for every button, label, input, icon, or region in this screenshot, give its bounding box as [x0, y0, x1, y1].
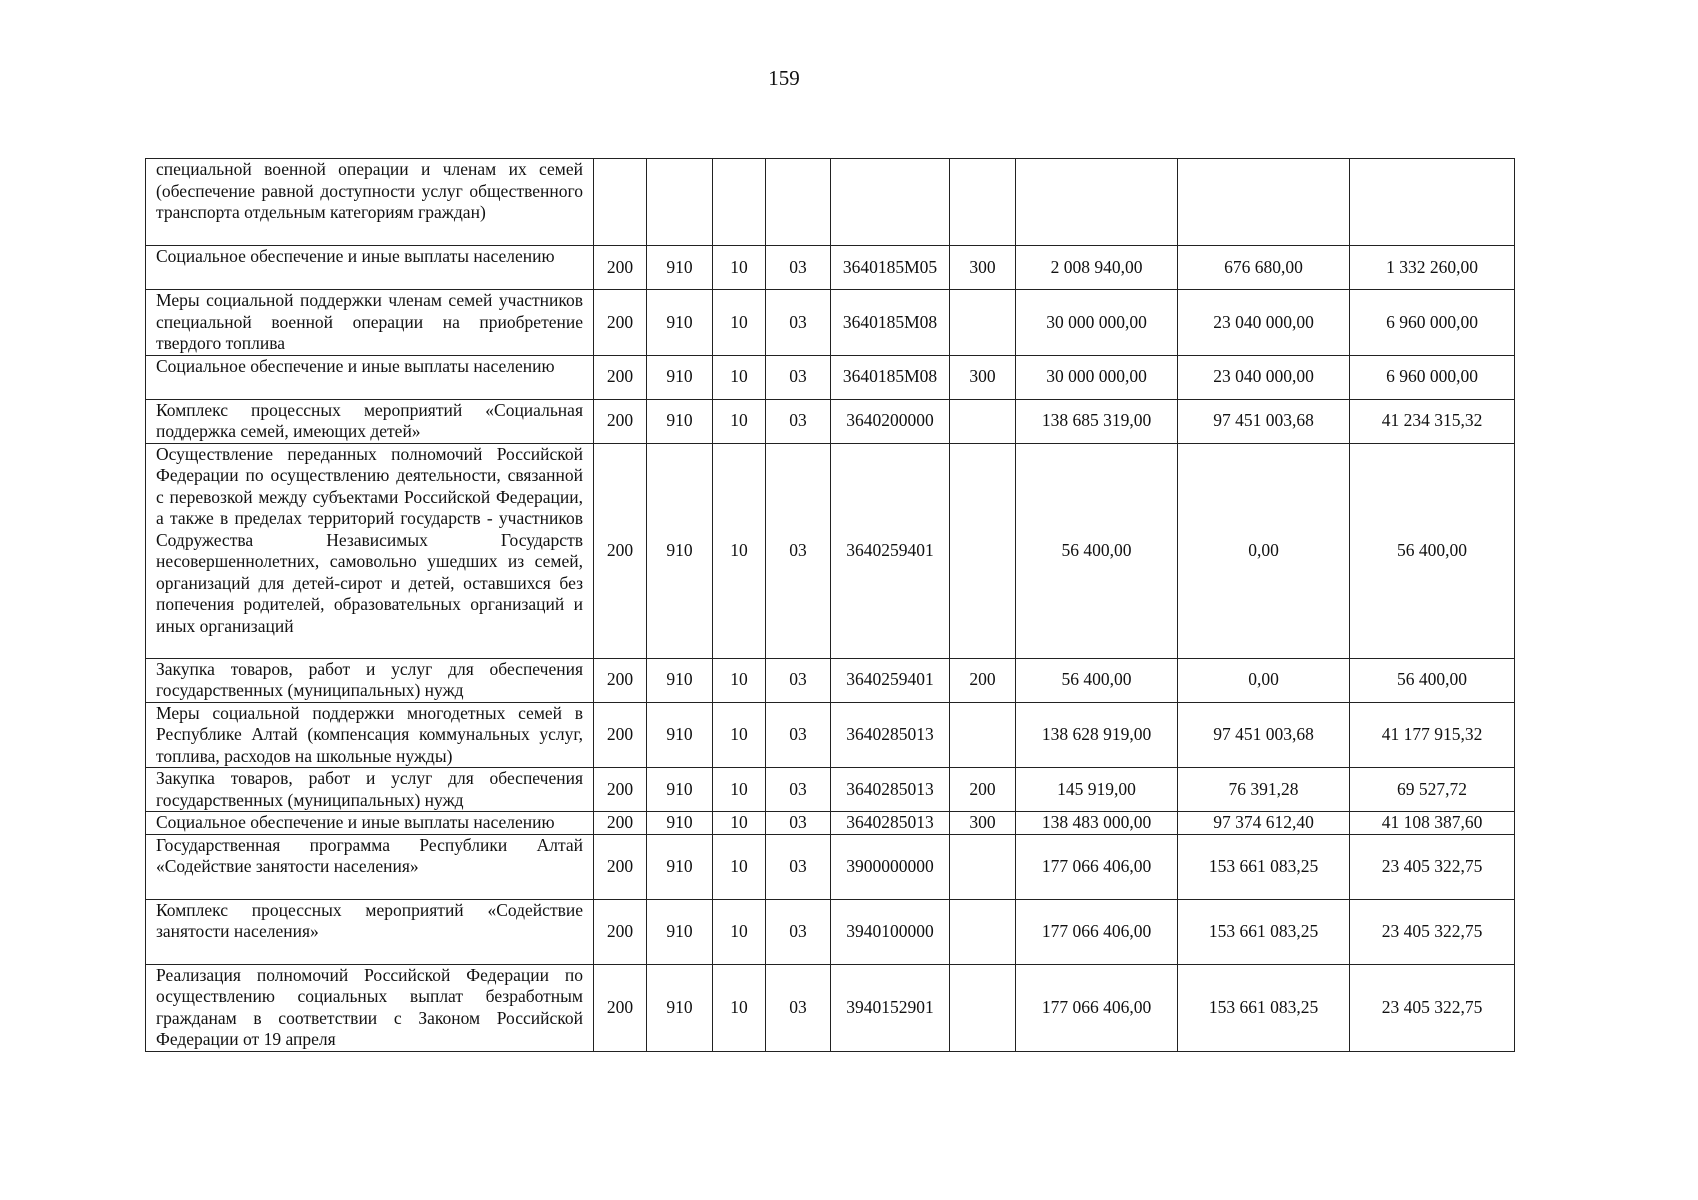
item-name: Комплекс процессных мероприятий «Содействие занятости населения» [146, 899, 594, 964]
expense-type-code [950, 834, 1016, 899]
amount-republic: 41 177 915,32 [1350, 702, 1515, 768]
target-article-code: 3640259401 [831, 443, 950, 658]
amount-federal: 23 040 000,00 [1178, 290, 1350, 356]
amount-federal [1178, 159, 1350, 246]
target-article-code: 3640200000 [831, 399, 950, 443]
ministry-code: 910 [647, 658, 713, 702]
amount-total: 138 483 000,00 [1016, 812, 1178, 835]
section-code: 10 [713, 355, 766, 399]
section-code: 10 [713, 658, 766, 702]
amount-republic: 23 405 322,75 [1350, 899, 1515, 964]
item-name: Закупка товаров, работ и услуг для обеспечения государственных (муниципальных) нужд [146, 658, 594, 702]
subsection-code: 03 [766, 443, 831, 658]
amount-republic: 69 527,72 [1350, 768, 1515, 812]
subsection-code: 03 [766, 812, 831, 835]
target-article-code: 3640285013 [831, 702, 950, 768]
section-code: 10 [713, 812, 766, 835]
section-code: 10 [713, 834, 766, 899]
table-row [146, 246, 1515, 290]
amount-total: 138 628 919,00 [1016, 702, 1178, 768]
ministry-code: 910 [647, 834, 713, 899]
target-article-code: 3940100000 [831, 899, 950, 964]
amount-republic: 41 234 315,32 [1350, 399, 1515, 443]
admin-code [594, 159, 647, 246]
ministry-code: 910 [647, 702, 713, 768]
expense-type-code [950, 964, 1016, 1051]
item-name: Социальное обеспечение и иные выплаты населению [146, 812, 594, 835]
amount-federal: 0,00 [1178, 658, 1350, 702]
target-article-code: 3640185М08 [831, 355, 950, 399]
admin-code: 200 [594, 834, 647, 899]
table-row [146, 399, 1515, 443]
table-row [146, 834, 1515, 899]
amount-total: 145 919,00 [1016, 768, 1178, 812]
amount-federal: 153 661 083,25 [1178, 964, 1350, 1051]
amount-federal: 97 451 003,68 [1178, 702, 1350, 768]
section-code: 10 [713, 246, 766, 290]
admin-code: 200 [594, 964, 647, 1051]
amount-total [1016, 159, 1178, 246]
amount-total: 56 400,00 [1016, 658, 1178, 702]
admin-code: 200 [594, 812, 647, 835]
subsection-code: 03 [766, 658, 831, 702]
admin-code: 200 [594, 899, 647, 964]
subsection-code: 03 [766, 834, 831, 899]
ministry-code: 910 [647, 899, 713, 964]
amount-total: 177 066 406,00 [1016, 899, 1178, 964]
amount-total: 2 008 940,00 [1016, 246, 1178, 290]
target-article-code [831, 159, 950, 246]
expense-type-code [950, 399, 1016, 443]
item-name: Меры социальной поддержки членам семей участников специальной военной операции на приобретение твердого топлива [146, 290, 594, 356]
ministry-code: 910 [647, 768, 713, 812]
subsection-code: 03 [766, 702, 831, 768]
section-code: 10 [713, 964, 766, 1051]
item-name: Комплекс процессных мероприятий «Социальная поддержка семей, имеющих детей» [146, 399, 594, 443]
budget-table [145, 158, 1515, 1052]
admin-code: 200 [594, 658, 647, 702]
item-name: Реализация полномочий Российской Федерации по осуществлению социальных выплат безработным гражданам в соответствии с Законом Российской Федерации от 19 апреля [146, 964, 594, 1051]
subsection-code [766, 159, 831, 246]
section-code: 10 [713, 899, 766, 964]
section-code [713, 159, 766, 246]
amount-federal: 97 374 612,40 [1178, 812, 1350, 835]
expense-type-code [950, 443, 1016, 658]
table-row [146, 702, 1515, 768]
admin-code: 200 [594, 246, 647, 290]
expense-type-code [950, 899, 1016, 964]
amount-republic: 6 960 000,00 [1350, 290, 1515, 356]
table-row [146, 159, 1515, 246]
item-name: Меры социальной поддержки многодетных семей в Республике Алтай (компенсация коммунальных услуг, топлива, расходов на школьные нужды) [146, 702, 594, 768]
admin-code: 200 [594, 355, 647, 399]
expense-type-code: 300 [950, 812, 1016, 835]
item-name: Социальное обеспечение и иные выплаты населению [146, 246, 594, 290]
ministry-code: 910 [647, 812, 713, 835]
section-code: 10 [713, 399, 766, 443]
subsection-code: 03 [766, 964, 831, 1051]
admin-code: 200 [594, 702, 647, 768]
amount-federal: 676 680,00 [1178, 246, 1350, 290]
table-row [146, 899, 1515, 964]
amount-republic [1350, 159, 1515, 246]
ministry-code [647, 159, 713, 246]
subsection-code: 03 [766, 246, 831, 290]
target-article-code: 3640185М08 [831, 290, 950, 356]
section-code: 10 [713, 290, 766, 356]
ministry-code: 910 [647, 246, 713, 290]
ministry-code: 910 [647, 290, 713, 356]
table-row [146, 443, 1515, 658]
amount-federal: 153 661 083,25 [1178, 834, 1350, 899]
expense-type-code: 200 [950, 768, 1016, 812]
amount-total: 30 000 000,00 [1016, 355, 1178, 399]
table-row [146, 290, 1515, 356]
item-name: Социальное обеспечение и иные выплаты населению [146, 355, 594, 399]
section-code: 10 [713, 768, 766, 812]
admin-code: 200 [594, 399, 647, 443]
amount-total: 138 685 319,00 [1016, 399, 1178, 443]
subsection-code: 03 [766, 290, 831, 356]
item-name: специальной военной операции и членам их семей (обеспечение равной доступности услуг общественного транспорта отдельным категориям граждан) [146, 159, 594, 246]
ministry-code: 910 [647, 443, 713, 658]
subsection-code: 03 [766, 768, 831, 812]
amount-republic: 1 332 260,00 [1350, 246, 1515, 290]
subsection-code: 03 [766, 399, 831, 443]
target-article-code: 3640285013 [831, 768, 950, 812]
amount-federal: 23 040 000,00 [1178, 355, 1350, 399]
ministry-code: 910 [647, 355, 713, 399]
expense-type-code [950, 702, 1016, 768]
target-article-code: 3900000000 [831, 834, 950, 899]
ministry-code: 910 [647, 964, 713, 1051]
amount-federal: 76 391,28 [1178, 768, 1350, 812]
item-name: Закупка товаров, работ и услуг для обеспечения государственных (муниципальных) нужд [146, 768, 594, 812]
amount-republic: 56 400,00 [1350, 658, 1515, 702]
admin-code: 200 [594, 768, 647, 812]
ministry-code: 910 [647, 399, 713, 443]
amount-republic: 23 405 322,75 [1350, 964, 1515, 1051]
amount-republic: 6 960 000,00 [1350, 355, 1515, 399]
page-number: 159 [768, 66, 800, 90]
amount-total: 177 066 406,00 [1016, 834, 1178, 899]
admin-code: 200 [594, 443, 647, 658]
subsection-code: 03 [766, 355, 831, 399]
amount-federal: 153 661 083,25 [1178, 899, 1350, 964]
amount-total: 56 400,00 [1016, 443, 1178, 658]
admin-code: 200 [594, 290, 647, 356]
table-row [146, 768, 1515, 812]
amount-total: 30 000 000,00 [1016, 290, 1178, 356]
expense-type-code: 200 [950, 658, 1016, 702]
target-article-code: 3640259401 [831, 658, 950, 702]
table-row [146, 812, 1515, 835]
table-row [146, 355, 1515, 399]
target-article-code: 3940152901 [831, 964, 950, 1051]
amount-total: 177 066 406,00 [1016, 964, 1178, 1051]
item-name: Государственная программа Республики Алтай «Содействие занятости населения» [146, 834, 594, 899]
target-article-code: 3640185М05 [831, 246, 950, 290]
amount-federal: 97 451 003,68 [1178, 399, 1350, 443]
amount-republic: 23 405 322,75 [1350, 834, 1515, 899]
expense-type-code: 300 [950, 355, 1016, 399]
expense-type-code [950, 290, 1016, 356]
item-name: Осуществление переданных полномочий Российской Федерации по осуществлению деятельности, связанной с перевозкой между субъектами Российской Федерации, а также в пределах территорий государств - участников Содружества Независимых Государств несовершеннолетних, самовольно ушедших из семей, организаций для детей-сирот и детей, оставшихся без попечения родителей, образовательных организаций и иных организаций [146, 443, 594, 658]
expense-type-code: 300 [950, 246, 1016, 290]
section-code: 10 [713, 702, 766, 768]
section-code: 10 [713, 443, 766, 658]
table-row [146, 964, 1515, 1051]
subsection-code: 03 [766, 899, 831, 964]
target-article-code: 3640285013 [831, 812, 950, 835]
amount-federal: 0,00 [1178, 443, 1350, 658]
table-row [146, 658, 1515, 702]
amount-republic: 56 400,00 [1350, 443, 1515, 658]
expense-type-code [950, 159, 1016, 246]
amount-republic: 41 108 387,60 [1350, 812, 1515, 835]
